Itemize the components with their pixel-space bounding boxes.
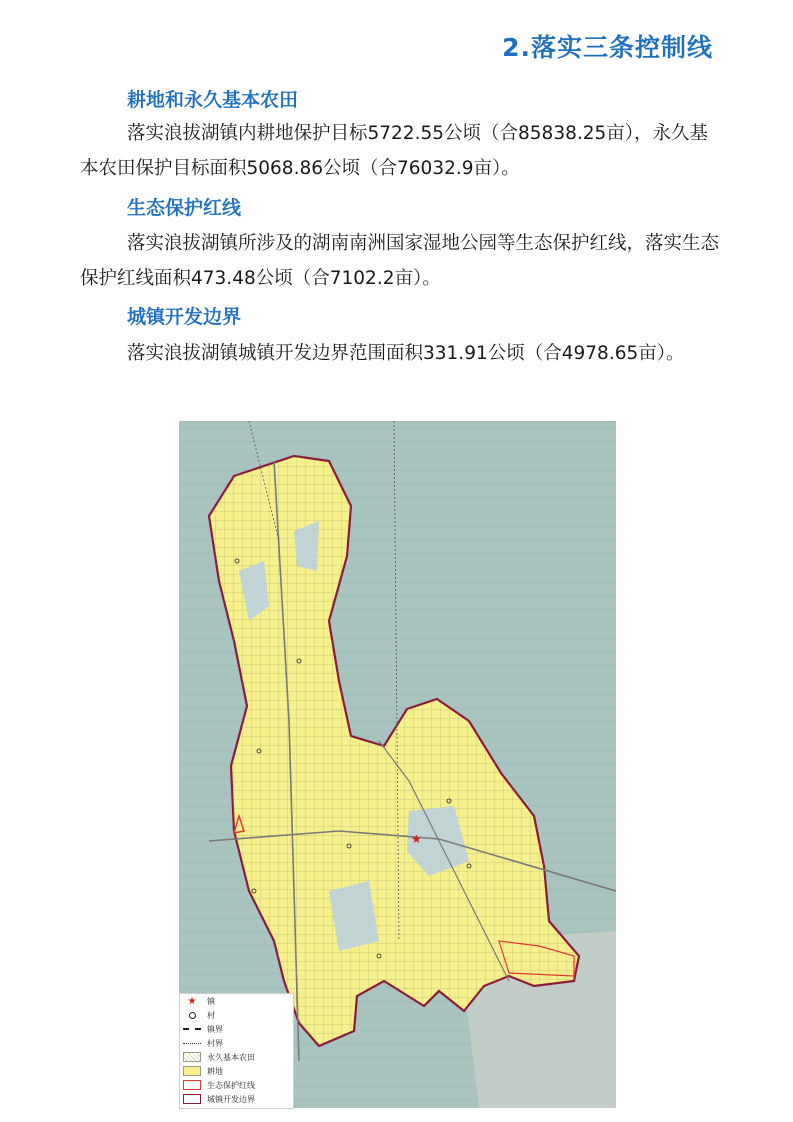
section-heading-town-boundary: 城镇开发边界 bbox=[127, 306, 242, 328]
legend-label: 生态保护红线 bbox=[207, 1080, 255, 1090]
red-swatch-icon bbox=[183, 1081, 201, 1090]
dash-line-icon bbox=[183, 1025, 201, 1034]
legend-item-village bbox=[180, 1008, 293, 1022]
section-heading-ecological-red-line: 生态保护红线 bbox=[127, 197, 242, 219]
section-paragraph-town-boundary: 落实浪拔湖镇城镇开发边界范围面积331.91公顷（合4978.65亩）。 bbox=[127, 343, 685, 364]
yellow-swatch-icon bbox=[183, 1067, 201, 1076]
legend-label: 城镇开发边界 bbox=[207, 1094, 255, 1104]
town-star-icon: ★ bbox=[411, 832, 422, 846]
page-title: 2.落实三条控制线 bbox=[502, 33, 713, 62]
legend-item-ecological-red-line bbox=[180, 1078, 293, 1092]
legend-label: 村 bbox=[207, 1010, 215, 1020]
legend-label: 村界 bbox=[207, 1038, 223, 1048]
legend-item-village-border bbox=[180, 1036, 293, 1050]
maroon-swatch-icon bbox=[183, 1095, 201, 1104]
map-legend bbox=[179, 993, 294, 1109]
thin-line-icon bbox=[183, 1039, 201, 1048]
legend-item-town-development-boundary bbox=[180, 1092, 293, 1106]
circle-icon bbox=[183, 1011, 201, 1020]
legend-item-town-border bbox=[180, 1022, 293, 1036]
section-paragraph-ecological-red-line: 落实浪拔湖镇所涉及的湖南南洲国家湿地公园等生态保护红线，落实生态保护红线面积473.48公顷（合7102.2亩）。 bbox=[80, 233, 720, 289]
legend-label: 永久基本农田 bbox=[207, 1052, 255, 1062]
legend-label: 镇 bbox=[207, 996, 215, 1006]
star-icon: ★ bbox=[187, 995, 197, 1007]
hatch-swatch-icon bbox=[183, 1053, 201, 1062]
legend-label: 耕地 bbox=[207, 1066, 223, 1076]
legend-label: 镇界 bbox=[207, 1024, 223, 1034]
section-paragraph-farmland: 落实浪拔湖镇内耕地保护目标5722.55公顷（合85838.25亩），永久基本农田保护目标面积5068.86公顷（合76032.9亩）。 bbox=[80, 123, 709, 179]
section-heading-farmland: 耕地和永久基本农田 bbox=[127, 89, 299, 111]
legend-item-town bbox=[180, 994, 293, 1008]
legend-item-farmland bbox=[180, 1064, 293, 1078]
legend-item-basic-farmland bbox=[180, 1050, 293, 1064]
